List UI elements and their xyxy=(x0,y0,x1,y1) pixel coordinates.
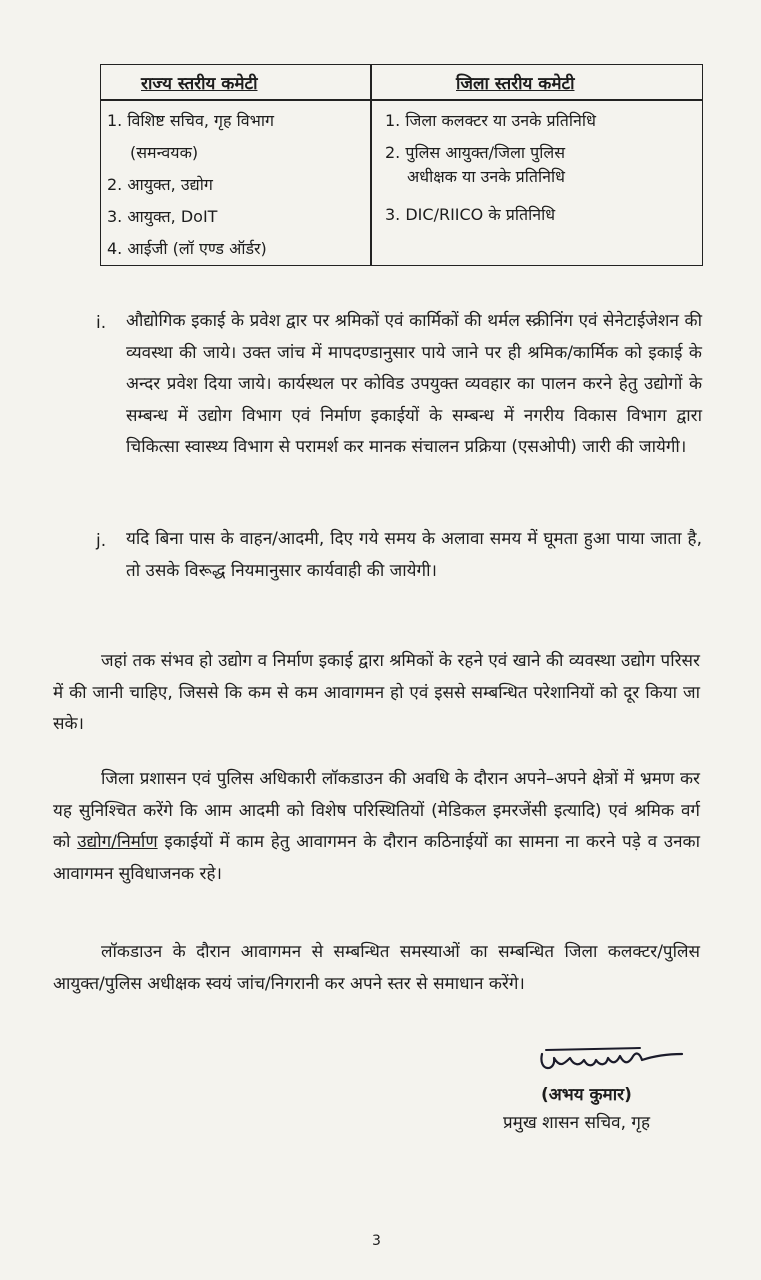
table-header-divider xyxy=(101,99,702,101)
signatory-title: प्रमुख शासन सचिव, गृह xyxy=(503,1113,650,1133)
district-member-1: 1. जिला कलक्टर या उनके प्रतिनिधि xyxy=(385,111,596,130)
underlined-industry-construction: उद्योग/निर्माण xyxy=(77,832,158,852)
handwritten-signature xyxy=(536,1042,686,1082)
state-member-1: 1. विशिष्ट सचिव, गृह विभाग xyxy=(107,111,275,130)
paragraph-district-admin-part-1: जिला प्रशासन एवं पुलिस अधिकारी लॉकडाउन की अवधि के दौरान अपने–अपने क्षेत्रों में भ्रमण कर यह सुनिश्चित करेंगे कि आम आदमी को विशेष परिस्थितियों (मेडिकल इमरजेंसी इत्यादि) एवं श्रमिक वर्ग को xyxy=(53,769,700,852)
clause-j-marker: j. xyxy=(96,531,107,551)
paragraph-district-admin-part-2: इकाईयों में काम हेतु आवागमन के दौरान कठिनाईयों का सामना ना करने पड़े व उनका आवागमन सुविधाजनक रहे। xyxy=(53,832,700,884)
clause-i-marker: i. xyxy=(96,313,107,333)
table-column-divider xyxy=(370,65,372,265)
state-committee-header: राज्य स्तरीय कमेटी xyxy=(141,74,258,94)
district-member-2: 2. पुलिस आयुक्त/जिला पुलिस xyxy=(385,143,566,162)
page-number: 3 xyxy=(372,1233,381,1249)
state-member-1-role: (समन्वयक) xyxy=(130,143,199,162)
clause-j-text: यदि बिना पास के वाहन/आदमी, दिए गये समय के अलावा समय में घूमता हुआ पाया जाता है, तो उसके विरूद्ध नियमानुसार कार्यवाही की जायेगी। xyxy=(126,529,702,581)
district-member-2-cont: अधीक्षक या उनके प्रतिनिधि xyxy=(407,167,565,186)
paragraph-accommodation: जहां तक संभव हो उद्योग व निर्माण इकाई द्वारा श्रमिकों के रहने एवं खाने की व्यवस्था उद्योग परिसर में की जानी चाहिए, जिससे कि कम से कम आवागमन हो एवं इससे सम्बन्धित परेशानियों को दूर किया जा सके। xyxy=(53,651,700,734)
district-committee-header: जिला स्तरीय कमेटी xyxy=(456,74,575,94)
committee-table xyxy=(100,64,703,266)
state-member-2: 2. आयुक्त, उद्योग xyxy=(107,175,213,194)
clause-i-text: औद्योगिक इकाई के प्रवेश द्वार पर श्रमिकों एवं कार्मिकों की थर्मल स्क्रीनिंग एवं सेनेटाईजेशन की व्यवस्था की जाये। उक्त जांच में मापदण्डानुसार पाये जाने पर ही श्रमिक/कार्मिक को इकाई के अन्दर प्रवेश दिया जाये। कार्यस्थल पर कोविड उपयुक्त व्यवहार का पालन करने हेतु उद्योगों के सम्बन्ध में उद्योग विभाग एवं निर्माण इकाईयों के सम्बन्ध में नगरीय विकास विभाग द्वारा चिकित्सा स्वास्थ्य विभाग से परामर्श कर मानक संचालन प्रक्रिया (एसओपी) जारी की जायेगी। xyxy=(126,311,702,457)
paragraph-district-admin xyxy=(53,764,700,890)
signatory-name: (अभय कुमार) xyxy=(541,1085,632,1105)
state-member-4: 4. आईजी (लॉ एण्ड ऑर्डर) xyxy=(107,239,267,258)
district-member-3: 3. DIC/RIICO के प्रतिनिधि xyxy=(385,205,556,224)
state-member-3: 3. आयुक्त, DoIT xyxy=(107,207,218,226)
paragraph-lockdown-issues: लॉकडाउन के दौरान आवागमन से सम्बन्धित समस्याओं का सम्बन्धित जिला कलक्टर/पुलिस आयुक्त/पुलिस अधीक्षक स्वयं जांच/निगरानी कर अपने स्तर से समाधान करेंगे। xyxy=(53,942,700,994)
